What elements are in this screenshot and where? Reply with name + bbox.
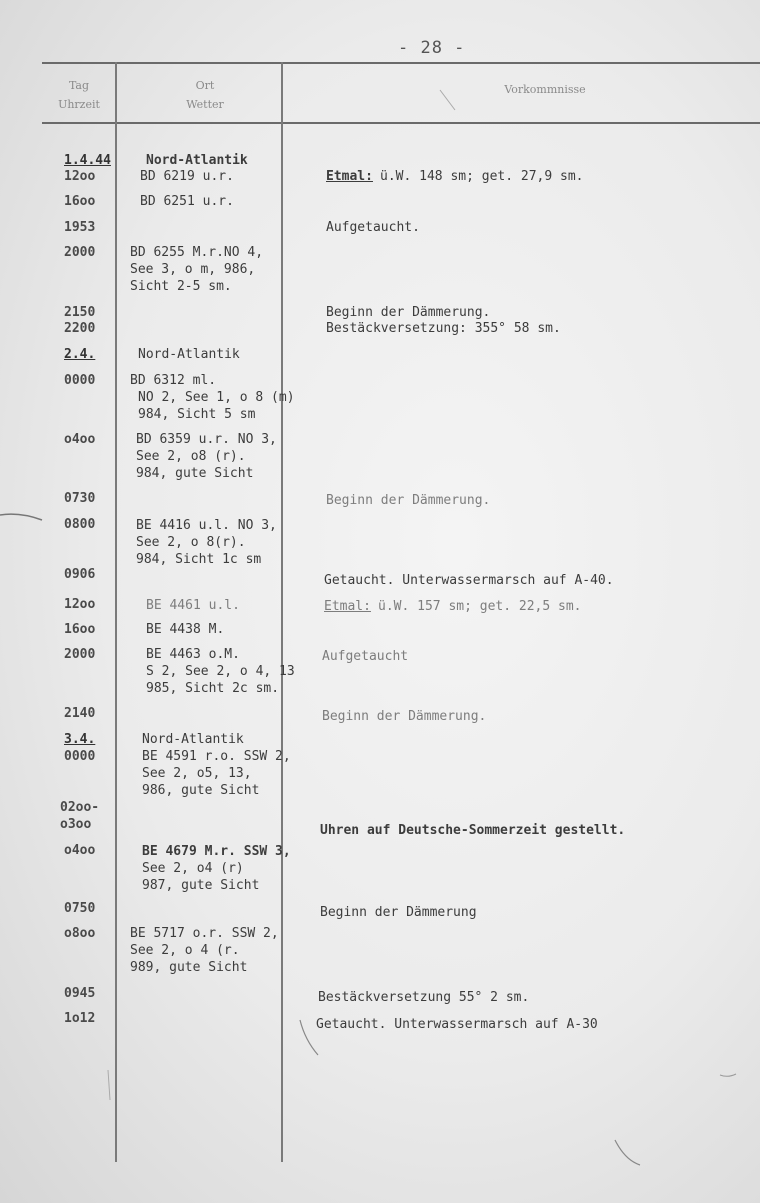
vork-2200: Bestäckversetzung: 355° 58 sm. <box>326 321 561 336</box>
ort-0800-b-line2: See 2, o 8(r). <box>136 535 246 550</box>
ort-0800-c-line1: BE 5717 o.r. SSW 2, <box>130 926 279 941</box>
time-1953: 1953 <box>64 220 96 235</box>
time-1200-a: 12oo <box>64 169 96 184</box>
ort-0800-b-line1: BE 4416 u.l. NO 3, <box>136 518 277 533</box>
ort-0800-b-line3: 984, Sicht 1c sm <box>136 552 262 567</box>
pencil-stroke-4 <box>720 1074 736 1076</box>
vork-0906: Getaucht. Unterwassermarsch auf A-40. <box>324 573 614 588</box>
time-1600-b: 16oo <box>64 622 96 637</box>
ort-1600-b: BE 4438 M. <box>146 622 225 637</box>
time-0750: 0750 <box>64 901 96 916</box>
vork-1012: Getaucht. Unterwassermarsch auf A-30 <box>316 1017 598 1032</box>
ort-2000-a-line1: BD 6255 M.r.NO 4, <box>130 245 264 260</box>
day2-place: Nord-Atlantik <box>138 347 240 362</box>
ort-0000-b-line2: NO 2, See 1, o 8 (m) <box>138 390 295 405</box>
time-2000-b: 2000 <box>64 647 96 662</box>
vork-0750: Beginn der Dämmerung <box>320 905 477 920</box>
vork-0945: Bestäckversetzung 55° 2 sm. <box>318 990 530 1005</box>
time-2000-a: 2000 <box>64 245 96 260</box>
vork-2140: Beginn der Dämmerung. <box>322 709 487 724</box>
time-1012: 1o12 <box>64 1011 96 1026</box>
time-0400-c: o4oo <box>64 843 96 858</box>
pencil-stroke-6 <box>108 1070 110 1100</box>
pencil-stroke-1 <box>0 514 42 520</box>
time-0400-b: o4oo <box>64 432 96 447</box>
time-0945: 0945 <box>64 986 96 1001</box>
header-ort: Ort <box>195 79 215 92</box>
pencil-stroke-2 <box>300 1020 318 1055</box>
ort-0000-c-line2: See 2, o5, 13, <box>142 766 252 781</box>
ort-0400-b-line2: See 2, o8 (r). <box>136 449 246 464</box>
time-0000-b: 0000 <box>64 373 96 388</box>
vork-1200-a: ü.W. 148 sm; get. 27,9 sm. <box>380 169 584 184</box>
ort-2000-b-line3: 985, Sicht 2c sm. <box>146 681 280 696</box>
ort-2000-b-line2: S 2, See 2, o 4, 13 <box>146 664 295 679</box>
ort-0400-c-line2: See 2, o4 (r) <box>142 861 244 876</box>
day1-place: Nord-Atlantik <box>146 153 248 168</box>
ort-0000-b-line3: 984, Sicht 5 sm <box>138 407 256 422</box>
time-2150: 2150 <box>64 305 96 320</box>
header-wetter: Wetter <box>186 98 224 111</box>
time-2140: 2140 <box>64 706 96 721</box>
ort-2000-a-line3: Sicht 2-5 sm. <box>130 279 232 294</box>
time-0200-line2: o3oo <box>60 817 92 832</box>
etmal-label-b: Etmal: <box>324 599 371 614</box>
vork-1953: Aufgetaucht. <box>326 220 420 235</box>
ort-1200-b: BE 4461 u.l. <box>146 598 240 613</box>
ort-0000-c-line3: 986, gute Sicht <box>142 783 260 798</box>
day3-place: Nord-Atlantik <box>142 732 244 747</box>
header-tag: Tag <box>68 79 90 92</box>
ort-1200-a: BD 6219 u.r. <box>140 169 234 184</box>
time-1200-b: 12oo <box>64 597 96 612</box>
ort-2000-b-line1: BE 4463 o.M. <box>146 647 240 662</box>
time-0000-c: 0000 <box>64 749 96 764</box>
time-1600-a: 16oo <box>64 194 96 209</box>
vork-2150: Beginn der Dämmerung. <box>326 305 491 320</box>
pencil-stroke-5 <box>440 90 455 110</box>
ort-1600-a: BD 6251 u.r. <box>140 194 234 209</box>
time-2200: 2200 <box>64 321 96 336</box>
ort-0400-c-line3: 987, gute Sicht <box>142 878 260 893</box>
page-number: - 28 - <box>398 38 466 58</box>
ort-0000-b-line1: BD 6312 ml. <box>130 373 217 388</box>
header-vorkommnisse: Vorkommnisse <box>504 83 586 96</box>
ort-0400-c-line1: BE 4679 M.r. SSW 3, <box>142 844 291 859</box>
ort-2000-a-line2: See 3, o m, 986, <box>130 262 256 277</box>
vork-0730: Beginn der Dämmerung. <box>326 493 491 508</box>
vork-0200: Uhren auf Deutsche-Sommerzeit gestellt. <box>320 823 626 838</box>
day3-date: 3.4. <box>64 732 96 747</box>
ort-0400-b-line3: 984, gute Sicht <box>136 466 254 481</box>
ort-0800-c-line3: 989, gute Sicht <box>130 960 248 975</box>
pencil-stroke-3 <box>615 1140 640 1165</box>
day1-date: 1.4.44 <box>64 153 111 168</box>
time-0800-c: o8oo <box>64 926 96 941</box>
day2-date: 2.4. <box>64 347 96 362</box>
vork-2000-b: Aufgetaucht <box>322 649 409 664</box>
time-0800-b: 0800 <box>64 517 96 532</box>
ort-0400-b-line1: BD 6359 u.r. NO 3, <box>136 432 277 447</box>
time-0200-line1: 02oo- <box>60 800 100 815</box>
header-uhrzeit: Uhrzeit <box>58 98 100 111</box>
time-0730: 0730 <box>64 491 96 506</box>
etmal-label-a: Etmal: <box>326 169 373 184</box>
ort-0000-c-line1: BE 4591 r.o. SSW 2, <box>142 749 291 764</box>
vork-1200-b: ü.W. 157 sm; get. 22,5 sm. <box>378 599 582 614</box>
time-0906: 0906 <box>64 567 96 582</box>
ort-0800-c-line2: See 2, o 4 (r. <box>130 943 240 958</box>
